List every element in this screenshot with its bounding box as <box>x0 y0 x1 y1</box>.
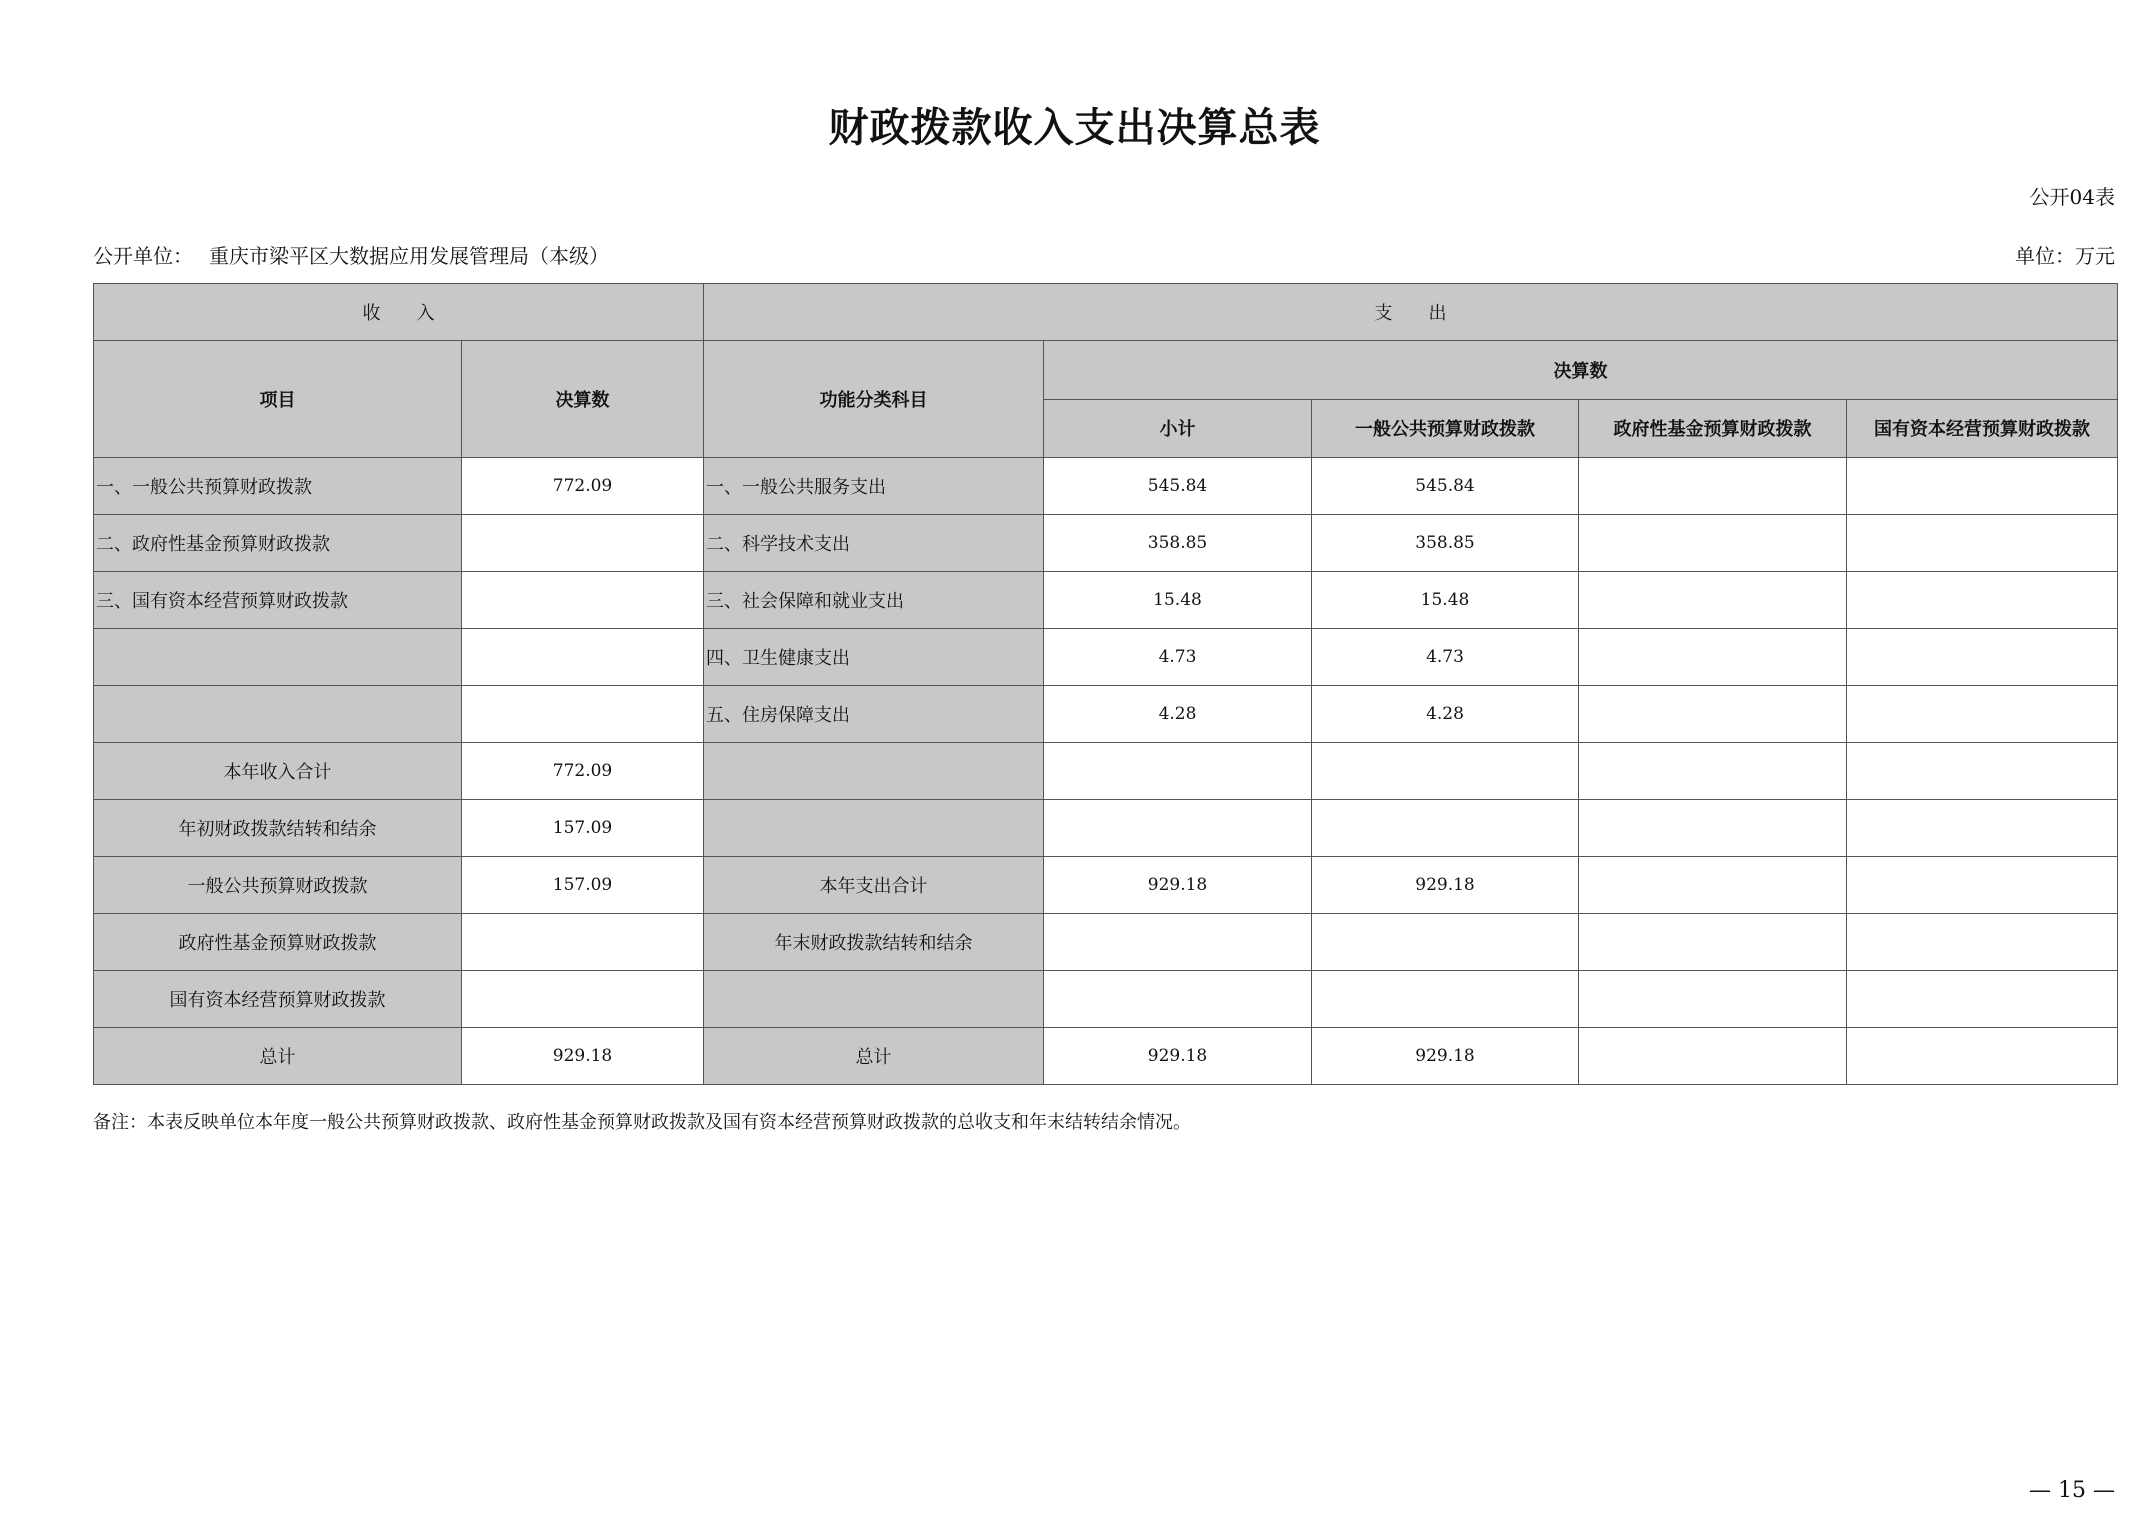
expense-item-cell <box>704 743 1044 800</box>
gov-fund-cell <box>1579 743 1847 800</box>
table-row <box>94 914 2118 971</box>
income-item-cell: 一般公共预算财政拨款 <box>94 857 462 914</box>
expense-item-cell: 五、住房保障支出 <box>704 686 1044 743</box>
income-value-cell <box>462 572 704 629</box>
general-budget-header: 一般公共预算财政拨款 <box>1312 399 1579 458</box>
table-row <box>94 743 2118 800</box>
expense-item-cell <box>704 971 1044 1028</box>
state-capital-cell <box>1847 572 2118 629</box>
subtotal-cell <box>1044 914 1312 971</box>
organization-name: 重庆市梁平区大数据应用发展管理局（本级） <box>209 244 609 268</box>
income-item-cell: 政府性基金预算财政拨款 <box>94 914 462 971</box>
subtotal-cell: 4.28 <box>1044 686 1312 743</box>
income-item-cell: 总计 <box>94 1028 462 1085</box>
reporting-unit <box>93 240 609 269</box>
state-capital-cell <box>1847 743 2118 800</box>
expense-settlement-header: 决算数 <box>1044 341 2118 400</box>
general-budget-cell: 4.28 <box>1312 686 1579 743</box>
gov-fund-cell <box>1579 686 1847 743</box>
state-capital-header: 国有资本经营预算财政拨款 <box>1847 399 2118 458</box>
expense-item-cell: 三、社会保障和就业支出 <box>704 572 1044 629</box>
table-row <box>94 800 2118 857</box>
gov-fund-cell <box>1579 857 1847 914</box>
expense-item-cell: 总计 <box>704 1028 1044 1085</box>
expense-item-cell: 一、一般公共服务支出 <box>704 458 1044 515</box>
expense-item-cell: 四、卫生健康支出 <box>704 629 1044 686</box>
general-budget-cell: 545.84 <box>1312 458 1579 515</box>
state-capital-cell <box>1847 458 2118 515</box>
table-row <box>94 857 2118 914</box>
table-row <box>94 971 2118 1028</box>
gov-fund-cell <box>1579 515 1847 572</box>
table-row <box>94 572 2118 629</box>
general-budget-cell <box>1312 743 1579 800</box>
state-capital-cell <box>1847 515 2118 572</box>
income-item-cell: 一、一般公共预算财政拨款 <box>94 458 462 515</box>
income-value-cell <box>462 914 704 971</box>
subtotal-cell <box>1044 800 1312 857</box>
subtotal-header: 小计 <box>1044 399 1312 458</box>
expense-item-cell: 二、科学技术支出 <box>704 515 1044 572</box>
general-budget-cell: 4.73 <box>1312 629 1579 686</box>
income-item-cell <box>94 686 462 743</box>
income-value-cell: 772.09 <box>462 743 704 800</box>
general-budget-cell: 358.85 <box>1312 515 1579 572</box>
general-budget-cell: 929.18 <box>1312 1028 1579 1085</box>
general-budget-cell <box>1312 914 1579 971</box>
general-budget-cell: 15.48 <box>1312 572 1579 629</box>
income-header: 收 入 <box>94 284 704 341</box>
gov-fund-header: 政府性基金预算财政拨款 <box>1579 399 1847 458</box>
subtotal-cell: 4.73 <box>1044 629 1312 686</box>
table-row <box>94 629 2118 686</box>
income-value-cell <box>462 971 704 1028</box>
gov-fund-cell <box>1579 971 1847 1028</box>
general-budget-cell: 929.18 <box>1312 857 1579 914</box>
expense-item-cell: 本年支出合计 <box>704 857 1044 914</box>
table-row <box>94 686 2118 743</box>
gov-fund-cell <box>1579 800 1847 857</box>
function-subject-header: 功能分类科目 <box>704 341 1044 458</box>
income-item-cell: 年初财政拨款结转和结余 <box>94 800 462 857</box>
budget-table <box>93 283 2118 1085</box>
subtotal-cell: 358.85 <box>1044 515 1312 572</box>
reporting-unit-label: 公开单位： <box>93 244 193 268</box>
subtotal-cell <box>1044 743 1312 800</box>
table-body <box>94 458 2118 1085</box>
gov-fund-cell <box>1579 458 1847 515</box>
expense-item-cell: 年末财政拨款结转和结余 <box>704 914 1044 971</box>
income-value-cell: 772.09 <box>462 458 704 515</box>
income-value-cell <box>462 515 704 572</box>
gov-fund-cell <box>1579 914 1847 971</box>
state-capital-cell <box>1847 686 2118 743</box>
income-value-cell <box>462 686 704 743</box>
income-value-cell: 157.09 <box>462 857 704 914</box>
expense-item-cell <box>704 800 1044 857</box>
state-capital-cell <box>1847 800 2118 857</box>
footnote: 备注：本表反映单位本年度一般公共预算财政拨款、政府性基金预算财政拨款及国有资本经营预算财政拨款的总收支和年末结转结余情况。 <box>93 1112 1191 1133</box>
state-capital-cell <box>1847 971 2118 1028</box>
page-number: — 15 — <box>2029 1478 2115 1503</box>
income-item-cell: 本年收入合计 <box>94 743 462 800</box>
subtotal-cell: 929.18 <box>1044 1028 1312 1085</box>
table-row <box>94 515 2118 572</box>
subtotal-cell <box>1044 971 1312 1028</box>
income-item-cell: 国有资本经营预算财政拨款 <box>94 971 462 1028</box>
subtotal-cell: 545.84 <box>1044 458 1312 515</box>
form-number: 公开04表 <box>2029 185 2115 209</box>
income-item-cell: 二、政府性基金预算财政拨款 <box>94 515 462 572</box>
gov-fund-cell <box>1579 572 1847 629</box>
subtotal-cell: 929.18 <box>1044 857 1312 914</box>
expense-header: 支 出 <box>704 284 2118 341</box>
page-title: 财政拨款收入支出决算总表 <box>828 105 1321 151</box>
gov-fund-cell <box>1579 629 1847 686</box>
income-value-cell <box>462 629 704 686</box>
state-capital-cell <box>1847 629 2118 686</box>
income-value-cell: 157.09 <box>462 800 704 857</box>
income-value-cell: 929.18 <box>462 1028 704 1085</box>
general-budget-cell <box>1312 800 1579 857</box>
gov-fund-cell <box>1579 1028 1847 1085</box>
income-item-cell: 三、国有资本经营预算财政拨款 <box>94 572 462 629</box>
table-row <box>94 458 2118 515</box>
state-capital-cell <box>1847 1028 2118 1085</box>
state-capital-cell <box>1847 857 2118 914</box>
state-capital-cell <box>1847 914 2118 971</box>
general-budget-cell <box>1312 971 1579 1028</box>
table-row <box>94 1028 2118 1085</box>
income-item-cell <box>94 629 462 686</box>
subtotal-cell: 15.48 <box>1044 572 1312 629</box>
currency-unit: 单位：万元 <box>2015 244 2115 268</box>
item-header: 项目 <box>94 341 462 458</box>
settlement-header: 决算数 <box>462 341 704 458</box>
